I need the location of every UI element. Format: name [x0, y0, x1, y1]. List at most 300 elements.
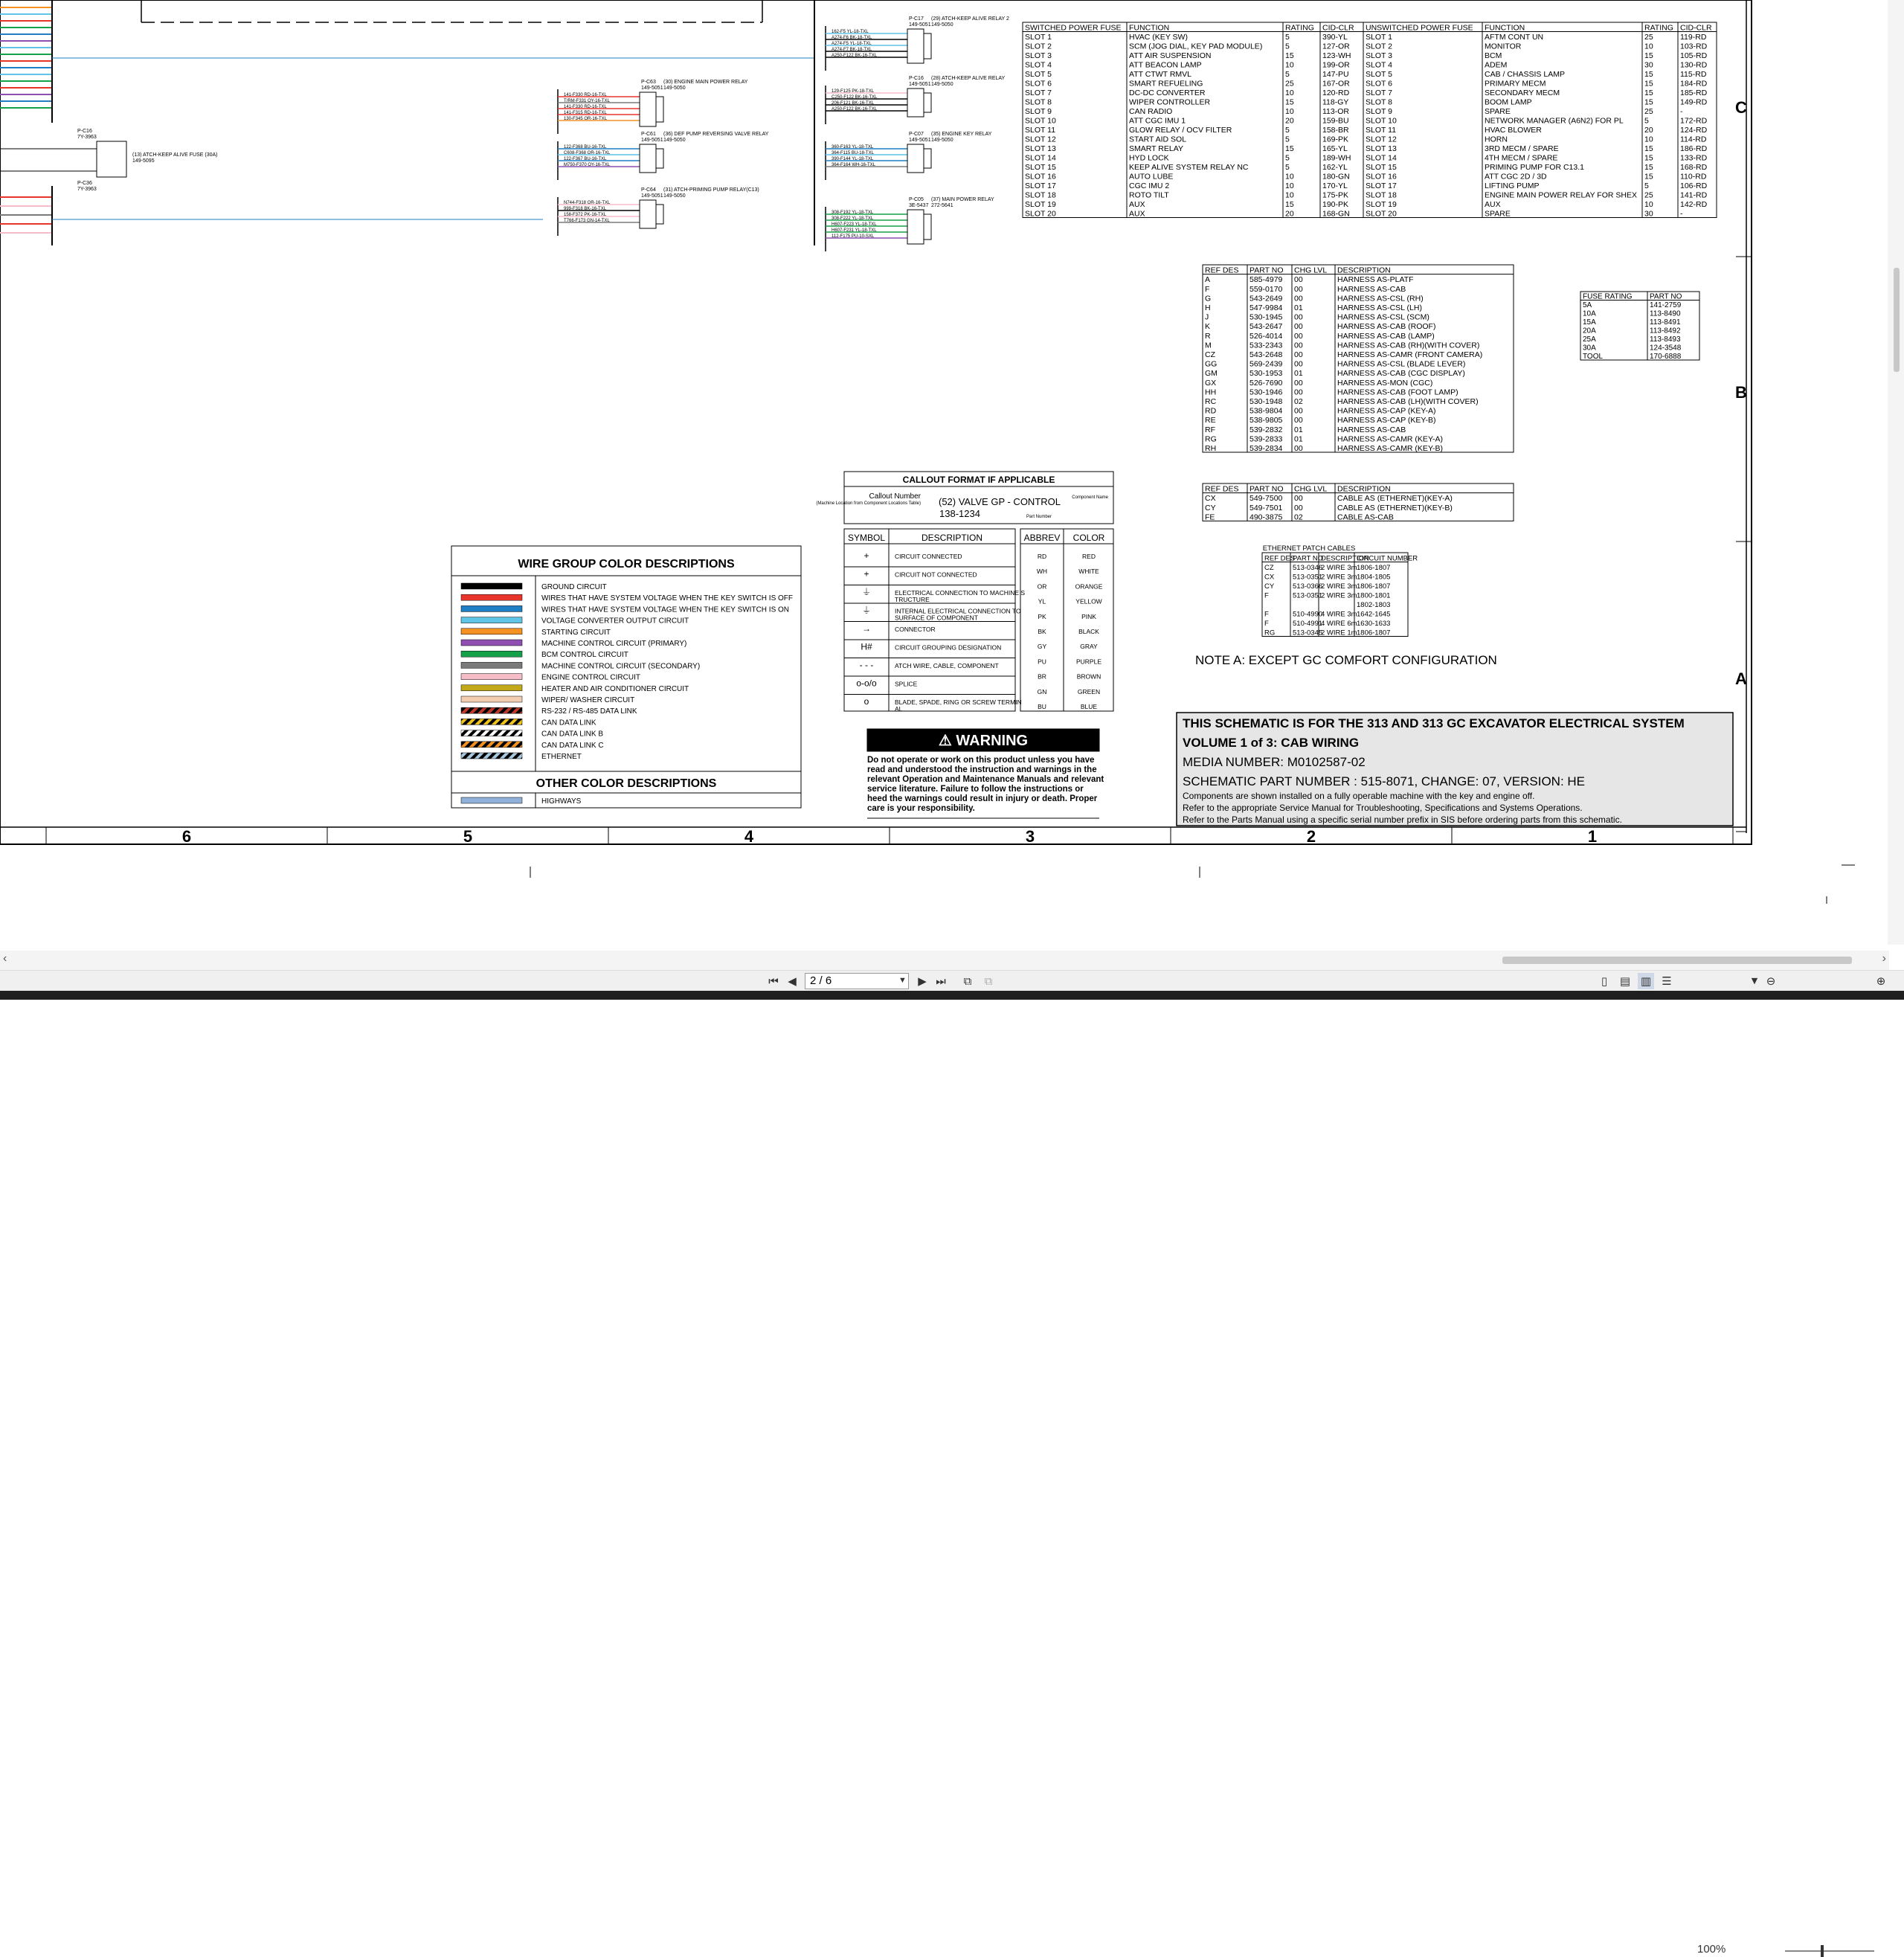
harness-table-cell: 530-1953 [1250, 369, 1283, 379]
fuse-table-cell: ATT AIR SUSPENSION [1129, 51, 1212, 60]
fuse-rating-table-cell: 141-2759 [1650, 301, 1682, 309]
fuse-table-cell: AUX [1485, 200, 1501, 209]
fuse-table-cell: KEEP ALIVE SYSTEM RELAY NC [1129, 163, 1249, 172]
abbrev-color: RED [1082, 553, 1096, 560]
harness-table-cell: HARNESS AS-PLATF [1337, 275, 1414, 285]
cable-table-cell: CABLE AS (ETHERNET)(KEY-A) [1337, 494, 1453, 504]
zone-number: 1 [1587, 827, 1598, 846]
zoom-slider-knob[interactable] [1821, 1945, 1824, 1957]
fuse-table-cell: SLOT 6 [1025, 79, 1052, 89]
fit-page-icon[interactable]: ⧉ [963, 974, 972, 988]
ethernet-table-cell: 1802-1803 [1357, 601, 1391, 609]
fuse-table-cell: 165-YL [1322, 144, 1348, 153]
abbrev-code: GY [1037, 643, 1047, 651]
symbol-description: BLADE, SPADE, RING OR SCREW TERMIN [895, 698, 1022, 706]
ethernet-table-cell: 1806-1807 [1357, 564, 1391, 572]
wire-group-label: CAN DATA LINK B [541, 730, 603, 739]
fuse-table-cell: 186-RD [1680, 144, 1708, 153]
fuse-table-cell: LIFTING PUMP [1485, 181, 1540, 190]
main-power-relay-relay-part: 272-5641 [931, 203, 953, 208]
fuse-table-cell: SLOT 15 [1366, 163, 1397, 172]
schematic-sheet [0, 0, 1904, 960]
keep-alive-relay-2-connector [907, 29, 924, 63]
harness-table-cell: J [1205, 312, 1209, 322]
document-viewer[interactable] [0, 0, 1904, 965]
harness-table-cell: 547-9984 [1250, 303, 1283, 312]
engine-key-relay-relay-part: 149-5050 [931, 138, 953, 143]
fuse-table-cell: 10 [1285, 107, 1294, 116]
fuse-table-cell: HORN [1485, 135, 1508, 144]
abbrev-code: YL [1038, 597, 1046, 605]
fuse-table-cell: 167-OR [1322, 79, 1350, 89]
fuse-table-cell: 113-OR [1322, 107, 1349, 116]
vertical-scroll-thumb[interactable] [1894, 268, 1900, 372]
ethernet-table-cell: 513-0351 [1293, 591, 1323, 600]
connector-pc36-part: 7Y-3963 [77, 187, 97, 192]
fuse-table-cell: 20 [1285, 209, 1294, 219]
fuse-table-cell: 189-WH [1322, 153, 1351, 163]
fuse-table-cell: 25 [1644, 190, 1653, 200]
cable-table [1203, 483, 1514, 521]
abbrev-color: WHITE [1078, 568, 1099, 576]
callout-title: CALLOUT FORMAT IF APPLICABLE [902, 475, 1055, 485]
title-line1: THIS SCHEMATIC IS FOR THE 313 AND 313 GC EXCAVATOR ELECTRICAL SYSTEM [1183, 716, 1685, 730]
fuse-rating-table-cell: 5A [1583, 301, 1592, 309]
fuse-rating-table-header: FUSE RATING [1583, 292, 1633, 301]
fuse-table-cell: DC-DC CONVERTER [1129, 89, 1206, 97]
fuse-table-cell: GLOW RELAY / OCV FILTER [1129, 126, 1232, 135]
fuse-table-header: CID-CLR [1680, 23, 1712, 33]
wire-swatch [461, 742, 522, 748]
priming-relay-wire-label: N744-F318 OR-16-TXL [564, 201, 611, 205]
engine-main-relay-wire-label: T/RM-F331 OY-16-TXL [564, 99, 610, 103]
keep-alive-fuse-part: 149-5095 [132, 158, 155, 164]
zone-letter: C [1735, 98, 1747, 117]
harness-table-cell: HARNESS AS-CAB (LH)(WITH COVER) [1337, 397, 1479, 406]
ethernet-table-cell: CX [1264, 573, 1275, 582]
fuse-rating-table-cell: 113-8491 [1650, 318, 1681, 327]
fuse-rating-table-cell: 113-8490 [1650, 309, 1681, 318]
connector-pc36-label: P-C36 [77, 181, 92, 186]
harness-table-cell: HARNESS AS-CSL (RH) [1337, 294, 1424, 303]
fuse-table-cell: 15 [1644, 153, 1653, 163]
note-a: NOTE A: EXCEPT GC COMFORT CONFIGURATION [1195, 653, 1497, 667]
wire-swatch [461, 651, 522, 657]
zoom-level[interactable]: 100% [1697, 1943, 1726, 1956]
fuse-table-cell: SLOT 13 [1025, 144, 1056, 153]
fuse-table-cell: 133-RD [1680, 153, 1708, 163]
keep-alive-relay-wire-label: 206-F121 BK-16-TXL [832, 101, 875, 106]
harness-table-cell: 538-9805 [1250, 416, 1283, 425]
fuse-table-cell: SLOT 18 [1366, 190, 1397, 200]
engine-key-relay-relay-label: (35) ENGINE KEY RELAY [931, 132, 992, 137]
ethernet-table-cell: RG [1264, 629, 1276, 637]
harness-table-cell: HARNESS AS-CSL (BLADE LEVER) [1337, 359, 1466, 369]
harness-table-cell: 00 [1294, 444, 1303, 453]
vertical-scrollbar[interactable] [1888, 0, 1904, 945]
main-power-relay-connector [907, 210, 924, 244]
cable-table-cell: CX [1205, 494, 1216, 504]
fuse-table-cell: WIPER CONTROLLER [1129, 97, 1211, 107]
cable-table-cell: 490-3875 [1250, 512, 1283, 522]
fuse-rating-table-cell: 15A [1583, 318, 1596, 327]
ethernet-table-cell: 1800-1801 [1357, 591, 1391, 600]
wire-group-label: WIRES THAT HAVE SYSTEM VOLTAGE WHEN THE KEY SWITCH IS ON [541, 605, 790, 614]
fuse-table-cell: 25 [1644, 107, 1653, 116]
symbol-glyph: H# [861, 641, 872, 652]
fuse-table-cell: 190-PK [1322, 200, 1349, 209]
keep-alive-relay-2-connector-part: 149-5051 [909, 22, 931, 28]
fuse-rating-table-cell: 170-6888 [1650, 353, 1682, 361]
fuse-component [97, 141, 126, 177]
fuse-table-cell: HYD LOCK [1129, 153, 1169, 163]
cable-table-header: PART NO [1250, 484, 1284, 494]
engine-main-relay-relay-label: (30) ENGINE MAIN POWER RELAY [663, 80, 748, 85]
ethernet-title: ETHERNET PATCH CABLES [1262, 544, 1356, 553]
harness-table-cell: HARNESS AS-CAP (KEY-B) [1337, 416, 1436, 425]
symbol-description-cont: AL [895, 705, 903, 713]
wire-swatch [461, 674, 522, 680]
keep-alive-relay-2-relay [924, 33, 931, 59]
harness-table-cell: HARNESS AS-CAB (FOOT LAMP) [1337, 388, 1458, 397]
keep-alive-relay-2-wire-label: A274-F7 BK-18-TXL [832, 48, 872, 52]
harness-table-cell: F [1205, 284, 1210, 294]
fuse-table-cell: SLOT 1 [1025, 33, 1052, 42]
harness-table-cell: 526-7690 [1250, 378, 1283, 388]
wire-group-label: MACHINE CONTROL CIRCUIT (SECONDARY) [541, 662, 701, 671]
wire-group-label: GROUND CIRCUIT [541, 583, 607, 591]
main-power-relay-wire-label: H607-F223 YL-18-TXL [832, 222, 877, 227]
harness-table-cell: HARNESS AS-CAB [1337, 284, 1406, 294]
wire-group-label: WIPER/ WASHER CIRCUIT [541, 696, 635, 704]
symbol-glyph: o-o/o [856, 678, 877, 689]
engine-main-relay-relay [656, 97, 663, 122]
abbrev-code: PU [1038, 658, 1046, 666]
fuse-table-cell: SLOT 15 [1025, 163, 1056, 172]
symbol-description: CIRCUIT GROUPING DESIGNATION [895, 643, 1002, 652]
next-page-icon[interactable]: ▶ [918, 974, 927, 988]
keep-alive-relay-connector [907, 89, 924, 117]
harness-table-cell: 569-2439 [1250, 359, 1283, 369]
abbrev-code: RD [1037, 553, 1047, 560]
zoom-dropdown-icon[interactable]: ▼ [1751, 976, 1758, 986]
fuse-table-cell: SCM (JOG DIAL, KEY PAD MODULE) [1129, 42, 1263, 51]
harness-table-header: CHG LVL [1294, 266, 1328, 275]
fuse-table-cell: SLOT 9 [1025, 107, 1052, 116]
fuse-table-cell: ENGINE MAIN POWER RELAY FOR SHEX [1485, 190, 1637, 200]
harness-table-cell: HARNESS AS-CAMR (FRONT CAMERA) [1337, 350, 1483, 359]
fuse-table-cell: 5 [1285, 33, 1290, 42]
harness-table-cell: 526-4014 [1250, 331, 1283, 341]
callout-component-name: Component Name [1072, 495, 1108, 500]
harness-table-cell: RE [1205, 416, 1216, 425]
def-relay-relay-part: 149-5050 [663, 138, 686, 143]
harness-table-cell: 00 [1294, 294, 1303, 303]
symbol-description: CIRCUIT NOT CONNECTED [895, 571, 977, 579]
warning-text: relevant Operation and Maintenance Manuals and relevant [867, 775, 1104, 784]
engine-key-relay-wire-label: 360-F163 YL-18-TXL [832, 145, 874, 150]
harness-table-cell: 00 [1294, 416, 1303, 425]
horizontal-scrollbar[interactable] [0, 951, 1889, 970]
cable-table-header: REF DES [1205, 484, 1239, 494]
fuse-table-cell: 5 [1285, 153, 1290, 163]
harness-table-cell: RD [1205, 406, 1217, 416]
fuse-table-cell: SLOT 12 [1025, 135, 1056, 144]
harness-table-cell: 02 [1294, 397, 1303, 406]
harness-table-cell: HARNESS AS-CAB (CGC DISPLAY) [1337, 369, 1465, 379]
def-relay-connector-part: 149-5051 [641, 138, 663, 143]
fuse-table-cell: 120-RD [1322, 89, 1350, 97]
harness-table-cell: 00 [1294, 359, 1303, 369]
wire-group-title: WIRE GROUP COLOR DESCRIPTIONS [518, 558, 735, 571]
fuse-table-cell: 15 [1644, 51, 1653, 60]
other-color-label: HIGHWAYS [541, 797, 582, 806]
zoom-slider[interactable] [1785, 1950, 1874, 1952]
harness-table-cell: RF [1205, 425, 1215, 434]
fuse-table-cell: 147-PU [1322, 70, 1349, 79]
viewer-toolbar [0, 970, 1904, 1956]
warning-text: service literature. Failure to follow the instructions or [867, 785, 1084, 794]
wire-group-label: MACHINE CONTROL CIRCUIT (PRIMARY) [541, 640, 687, 648]
warning-title: ⚠ WARNING [938, 733, 1029, 749]
wire-swatch [461, 685, 522, 691]
engine-main-relay-wire-label: 141-F315 RD-16-TXL [564, 111, 607, 115]
keep-alive-relay-wire-label: A250-F122 BK-16-TXL [832, 107, 878, 112]
wire-swatch [461, 583, 522, 589]
wire-swatch [461, 594, 522, 600]
ethernet-table-cell: 513-0366 [1293, 582, 1323, 591]
fuse-table-cell: 30 [1644, 60, 1653, 70]
fuse-table-cell: 159-BU [1322, 116, 1349, 126]
harness-table-cell: 543-2647 [1250, 322, 1283, 332]
fuse-table-cell: 114-RD [1680, 135, 1707, 144]
wire-group-label: RS-232 / RS-485 DATA LINK [541, 707, 637, 716]
fuse-table-cell: 20 [1644, 126, 1653, 135]
symbol-header: SYMBOL [847, 533, 886, 543]
fuse-table-cell: 5 [1285, 42, 1290, 51]
fuse-table-cell: SLOT 19 [1025, 200, 1056, 209]
keep-alive-relay-2-wire-label: A274-F6 BK-18-TXL [832, 36, 872, 40]
fuse-table-cell: SLOT 14 [1366, 153, 1397, 163]
main-power-relay-connector-part: 3E-5437 [909, 203, 929, 208]
ethernet-table-cell: F [1264, 610, 1269, 619]
harness-table-cell: 01 [1294, 425, 1303, 434]
harness-table-cell: 543-2649 [1250, 294, 1283, 303]
priming-relay-relay [656, 205, 663, 224]
cable-table-cell: 00 [1294, 503, 1303, 512]
engine-main-relay-wire-label: 130-F345 OR-16-TXL [564, 117, 608, 121]
keep-alive-relay-2-wire-label: A250-F122 BK-16-TXL [832, 54, 878, 58]
harness-table-cell: HARNESS AS-CSL (SCM) [1337, 312, 1429, 322]
fuse-table-cell: PRIMARY MECM [1485, 79, 1546, 89]
harness-table-cell: HARNESS AS-CAB (RH)(WITH COVER) [1337, 341, 1480, 350]
fit-width-icon[interactable]: ⧉ [984, 974, 993, 988]
ethernet-table-cell: CZ [1264, 564, 1274, 572]
scroll-right-icon[interactable]: › [1882, 952, 1886, 965]
fuse-table-cell: SLOT 16 [1025, 172, 1056, 181]
keep-alive-relay-2-relay-label: (29) ATCH-KEEP ALIVE RELAY 2 [931, 16, 1009, 22]
engine-main-relay-connector-label: P-C63 [641, 80, 656, 85]
priming-relay-wire-label: 158-F372 PK-16-TXL [564, 213, 607, 217]
fuse-table-cell: SLOT 3 [1025, 51, 1052, 60]
fuse-table-cell: SPARE [1485, 209, 1511, 219]
fuse-table-cell: 390-YL [1322, 33, 1348, 42]
fuse-table-cell: SLOT 8 [1366, 97, 1392, 107]
zone-number: 2 [1306, 827, 1316, 846]
symbol-description-cont: TRUCTURE [895, 596, 930, 603]
harness-table-cell: GG [1205, 359, 1218, 369]
fuse-table-cell: 5 [1285, 126, 1290, 135]
callout-part: 138-1234 [939, 508, 980, 519]
fuse-table-cell: 30 [1644, 209, 1653, 219]
symbol-description: SPLICE [895, 680, 918, 688]
harness-table-cell: 00 [1294, 275, 1303, 285]
zoom-out-icon[interactable]: ⊖ [1766, 974, 1776, 988]
fuse-table-header: CID-CLR [1322, 23, 1354, 33]
fuse-table-cell: SLOT 1 [1366, 33, 1392, 42]
fuse-table-cell: SLOT 12 [1366, 135, 1397, 144]
scroll-left-icon[interactable]: ‹ [3, 952, 7, 965]
harness-table-cell: M [1205, 341, 1212, 350]
page-dropdown-icon[interactable]: ▼ [898, 976, 907, 985]
cable-table-cell: CABLE AS-CAB [1337, 512, 1394, 522]
fuse-table-cell: SLOT 18 [1025, 190, 1056, 200]
facing-view-icon[interactable]: ▥ [1638, 973, 1654, 989]
connector-pc16-part: 7Y-3963 [77, 135, 97, 140]
ethernet-table-cell: 1806-1807 [1357, 629, 1391, 637]
warning-text: Do not operate or work on this product unless you have [867, 756, 1095, 765]
fuse-table-cell: 127-OR [1322, 42, 1350, 51]
fuse-table-cell: 106-RD [1680, 181, 1708, 190]
fuse-table-cell: 20 [1285, 116, 1294, 126]
fuse-rating-table-cell: TOOL [1583, 353, 1604, 361]
abbrev-code: WH [1036, 568, 1048, 576]
harness-table [1203, 265, 1514, 453]
fuse-table-cell: SLOT 2 [1366, 42, 1392, 51]
abbrev-table [1020, 529, 1113, 711]
fuse-rating-table-cell: 124-3548 [1650, 344, 1682, 353]
fuse-rating-table-cell: 30A [1583, 344, 1596, 353]
prev-page-icon[interactable]: ◀ [788, 974, 797, 988]
harness-table-header: REF DES [1205, 266, 1239, 275]
fuse-table-header: SWITCHED POWER FUSE [1025, 23, 1122, 33]
symbol-glyph: o [863, 696, 869, 707]
wire-group-label: VOLTAGE CONVERTER OUTPUT CIRCUIT [541, 617, 689, 626]
zone-number: 5 [463, 827, 473, 846]
zone-number: 3 [1025, 827, 1035, 846]
symbol-glyph: → [862, 623, 871, 634]
ethernet-table-cell: 4 WIRE 3m [1321, 610, 1357, 619]
fuse-table-cell: ATT CGC 2D / 3D [1485, 172, 1547, 181]
abbrev-code: GN [1037, 687, 1047, 695]
harness-table-cell: 559-0170 [1250, 284, 1283, 294]
fuse-table-cell: 25 [1285, 79, 1294, 89]
wire-group-label: CAN DATA LINK [541, 719, 596, 727]
harness-table-cell: 00 [1294, 341, 1303, 350]
fuse-rating-table-header: PART NO [1650, 292, 1682, 301]
page-number-input[interactable]: 2 / 6 [805, 973, 909, 989]
fuse-table-cell: 10 [1644, 135, 1653, 144]
def-relay-connector-label: P-C61 [641, 132, 656, 137]
last-page-icon[interactable]: ⏭ [936, 974, 946, 988]
warning-text: care is your responsibility. [867, 804, 975, 813]
cable-table-cell: 02 [1294, 512, 1303, 522]
fuse-table-cell: ATT BEACON LAMP [1129, 60, 1202, 70]
fuse-table-cell: SLOT 2 [1025, 42, 1052, 51]
abbrev-code: BR [1038, 672, 1046, 681]
abbrev-color: YELLOW [1075, 597, 1102, 605]
def-relay-wire-label: C608-F368 OR-16-TXL [564, 151, 611, 155]
fuse-table-cell: SLOT 16 [1366, 172, 1397, 181]
fuse-table-cell: SLOT 6 [1366, 79, 1392, 89]
harness-table-cell: HARNESS AS-CAMR (KEY-B) [1337, 444, 1443, 453]
fuse-table-cell: SLOT 10 [1366, 116, 1397, 126]
fuse-table-cell: CAN RADIO [1129, 107, 1173, 116]
harness-table-cell: A [1205, 275, 1211, 285]
wire-group-label: STARTING CIRCUIT [541, 628, 611, 637]
harness-table-cell: 539-2834 [1250, 444, 1283, 453]
ethernet-table-cell: 2 WIRE 3m [1321, 564, 1357, 572]
fuse-table-cell: 110-RD [1680, 172, 1707, 181]
horizontal-scroll-thumb[interactable] [1502, 957, 1852, 964]
harness-table-cell: GX [1205, 378, 1217, 388]
ethernet-table-cell: F [1264, 591, 1269, 600]
engine-main-relay-connector-part: 149-5051 [641, 86, 663, 91]
def-relay-wire-label: 122-F368 BU-16-TXL [564, 145, 607, 150]
fuse-table-cell: 142-RD [1680, 200, 1708, 209]
symbol-glyph: ⏚ [861, 587, 872, 597]
harness-table-cell: 01 [1294, 434, 1303, 444]
fuse-table-cell: 158-BR [1322, 126, 1349, 135]
fuse-table-cell: - [1680, 209, 1683, 219]
zoom-in-icon[interactable]: ⊕ [1876, 974, 1886, 988]
fuse-table-cell: 15 [1644, 172, 1653, 181]
priming-relay-wire-label: T766-F173 GN-14-TXL [564, 219, 610, 223]
symbol-description: CONNECTOR [895, 626, 936, 633]
keep-alive-relay-relay [924, 93, 931, 112]
abbrev-color: PURPLE [1075, 658, 1102, 666]
fuse-table-header: UNSWITCHED POWER FUSE [1366, 23, 1473, 33]
fuse-table-cell: 15 [1644, 79, 1653, 89]
harness-table-cell: 533-2343 [1250, 341, 1283, 350]
harness-table-cell: 585-4979 [1250, 275, 1283, 285]
harness-table-cell: 00 [1294, 312, 1303, 322]
engine-main-relay-connector [640, 92, 656, 126]
keep-alive-relay-connector-label: P-C16 [909, 76, 924, 81]
cable-table-cell: FE [1205, 512, 1215, 522]
continuous-view-icon[interactable]: ▤ [1619, 974, 1631, 988]
cable-table-cell: 549-7501 [1250, 503, 1283, 512]
def-relay-connector [640, 144, 656, 173]
fuse-table-header: FUNCTION [1129, 23, 1170, 33]
fuse-table-cell: 124-RD [1680, 126, 1708, 135]
scroll-view-icon[interactable]: ☰ [1662, 974, 1672, 988]
fuse-table-cell: 4TH MECM / SPARE [1485, 153, 1558, 163]
priming-relay-connector-part: 149-5051 [641, 193, 663, 199]
first-page-icon[interactable]: ⏮ [768, 974, 779, 988]
ethernet-table-header: REF DES [1264, 554, 1296, 563]
fuse-table-cell: MONITOR [1485, 42, 1522, 51]
harness-table-cell: 00 [1294, 378, 1303, 388]
fuse-table-cell: 10 [1285, 190, 1294, 200]
ethernet-table [1262, 553, 1418, 637]
harness-table-cell: HARNESS AS-CAB (ROOF) [1337, 322, 1436, 332]
fuse-table-cell: CGC IMU 2 [1129, 181, 1170, 190]
harness-table-cell: 01 [1294, 369, 1303, 379]
keep-alive-relay-2-wire-label: A274-F5 YL-18-TXL [832, 42, 872, 46]
single-page-view-icon[interactable]: ▯ [1601, 974, 1608, 988]
fuse-table-cell: 180-GN [1322, 172, 1350, 181]
